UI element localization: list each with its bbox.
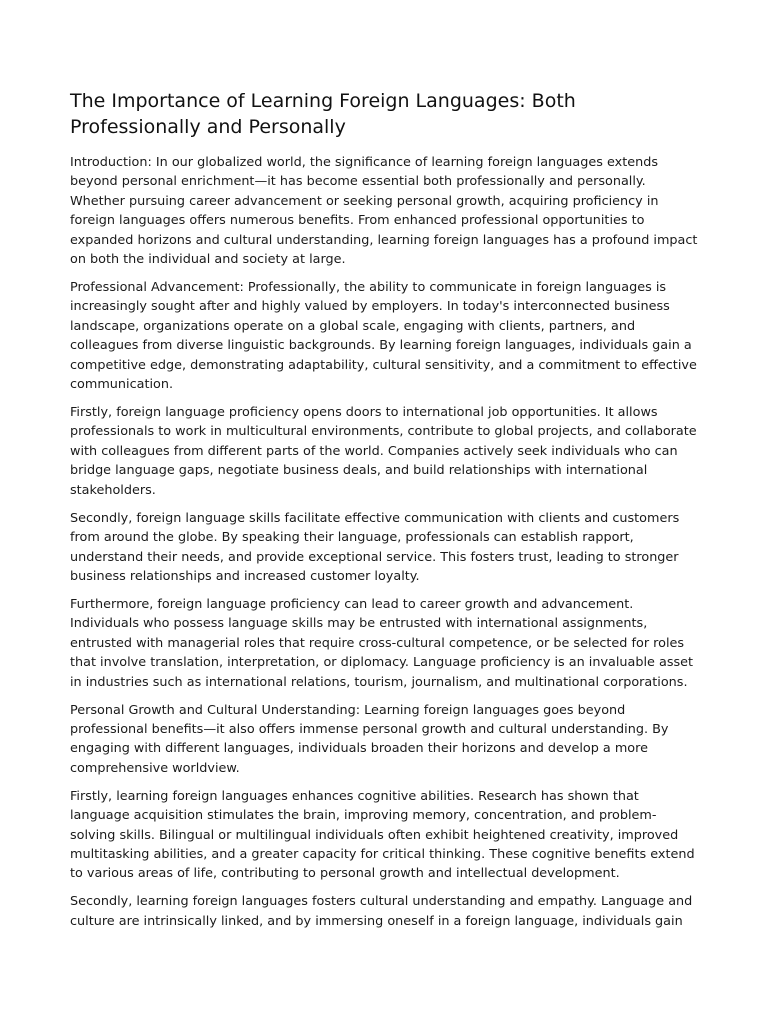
document-page (70, 88, 700, 940)
paragraph-cognitive-abilities: Firstly, learning foreign languages enhances cognitive abilities. Research has shown that language acquisition stimulates the brain, improving memory, concentration, and problem-solving skills. Bilingual or multilingual individuals often exhibit heightened creativity, improved multitasking abilities, and a greater capacity for critical thinking. These cognitive benefits extend to various areas of life, contributing to personal growth and intellectual development. (70, 788, 695, 882)
paragraph-job-opportunities: Firstly, foreign language proficiency opens doors to international job opportunities. It allows professionals to work in multicultural environments, contribute to global projects, and collaborate with colleagues from different parts of the world. Companies actively seek individuals who can bridge language gaps, negotiate business deals, and build relationships with international stakeholders. (70, 405, 697, 498)
document-title: The Importance of Learning Foreign Languages: Both Professionally and Personally (70, 90, 576, 138)
paragraph-professional-advancement: Professional Advancement: Professionally, the ability to communicate in foreign languages is increasingly sought after and highly valued by employers. In today's interconnected business landscape, organizations operate on a global scale, engaging with clients, partners, and colleagues from diverse linguistic backgrounds. By learning foreign languages, individuals gain a competitive edge, demonstrating adaptability, cultural sensitivity, and a commitment to effective communication. (70, 280, 697, 393)
paragraph-career-growth: Furthermore, foreign language proficiency can lead to career growth and advancement. Individuals who possess language skills may be entrusted with international assignments, entrusted with managerial roles that require cross-cultural competence, or be selected for roles that involve translation, interpretation, or diplomacy. Language proficiency is an invaluable asset in industries such as international relations, tourism, journalism, and multinational corporations. (70, 596, 694, 690)
paragraph-personal-growth: Personal Growth and Cultural Understanding: Learning foreign languages goes beyond professional benefits—it also offers immense personal growth and cultural understanding. By engaging with different languages, individuals broaden their horizons and develop a more comprehensive worldview. (70, 702, 669, 776)
paragraph-client-communication: Secondly, foreign language skills facilitate effective communication with clients and customers from around the globe. By speaking their language, professionals can establish rapport, understand their needs, and provide exceptional service. This fosters trust, leading to stronger business relationships and increased customer loyalty. (70, 510, 680, 584)
paragraph-cultural-understanding: Secondly, learning foreign languages fosters cultural understanding and empathy. Language and culture are intrinsically linked, and by immersing oneself in a foreign language, individuals gain (70, 894, 693, 929)
paragraph-introduction: Introduction: In our globalized world, the significance of learning foreign languages extends beyond personal enrichment—it has become essential both professionally and personally. Whether pursuing career advancement or seeking personal growth, acquiring proficiency in foreign languages offers numerous benefits. From enhanced professional opportunities to expanded horizons and cultural understanding, learning foreign languages has a profound impact on both the individual and society at large. (70, 155, 698, 268)
